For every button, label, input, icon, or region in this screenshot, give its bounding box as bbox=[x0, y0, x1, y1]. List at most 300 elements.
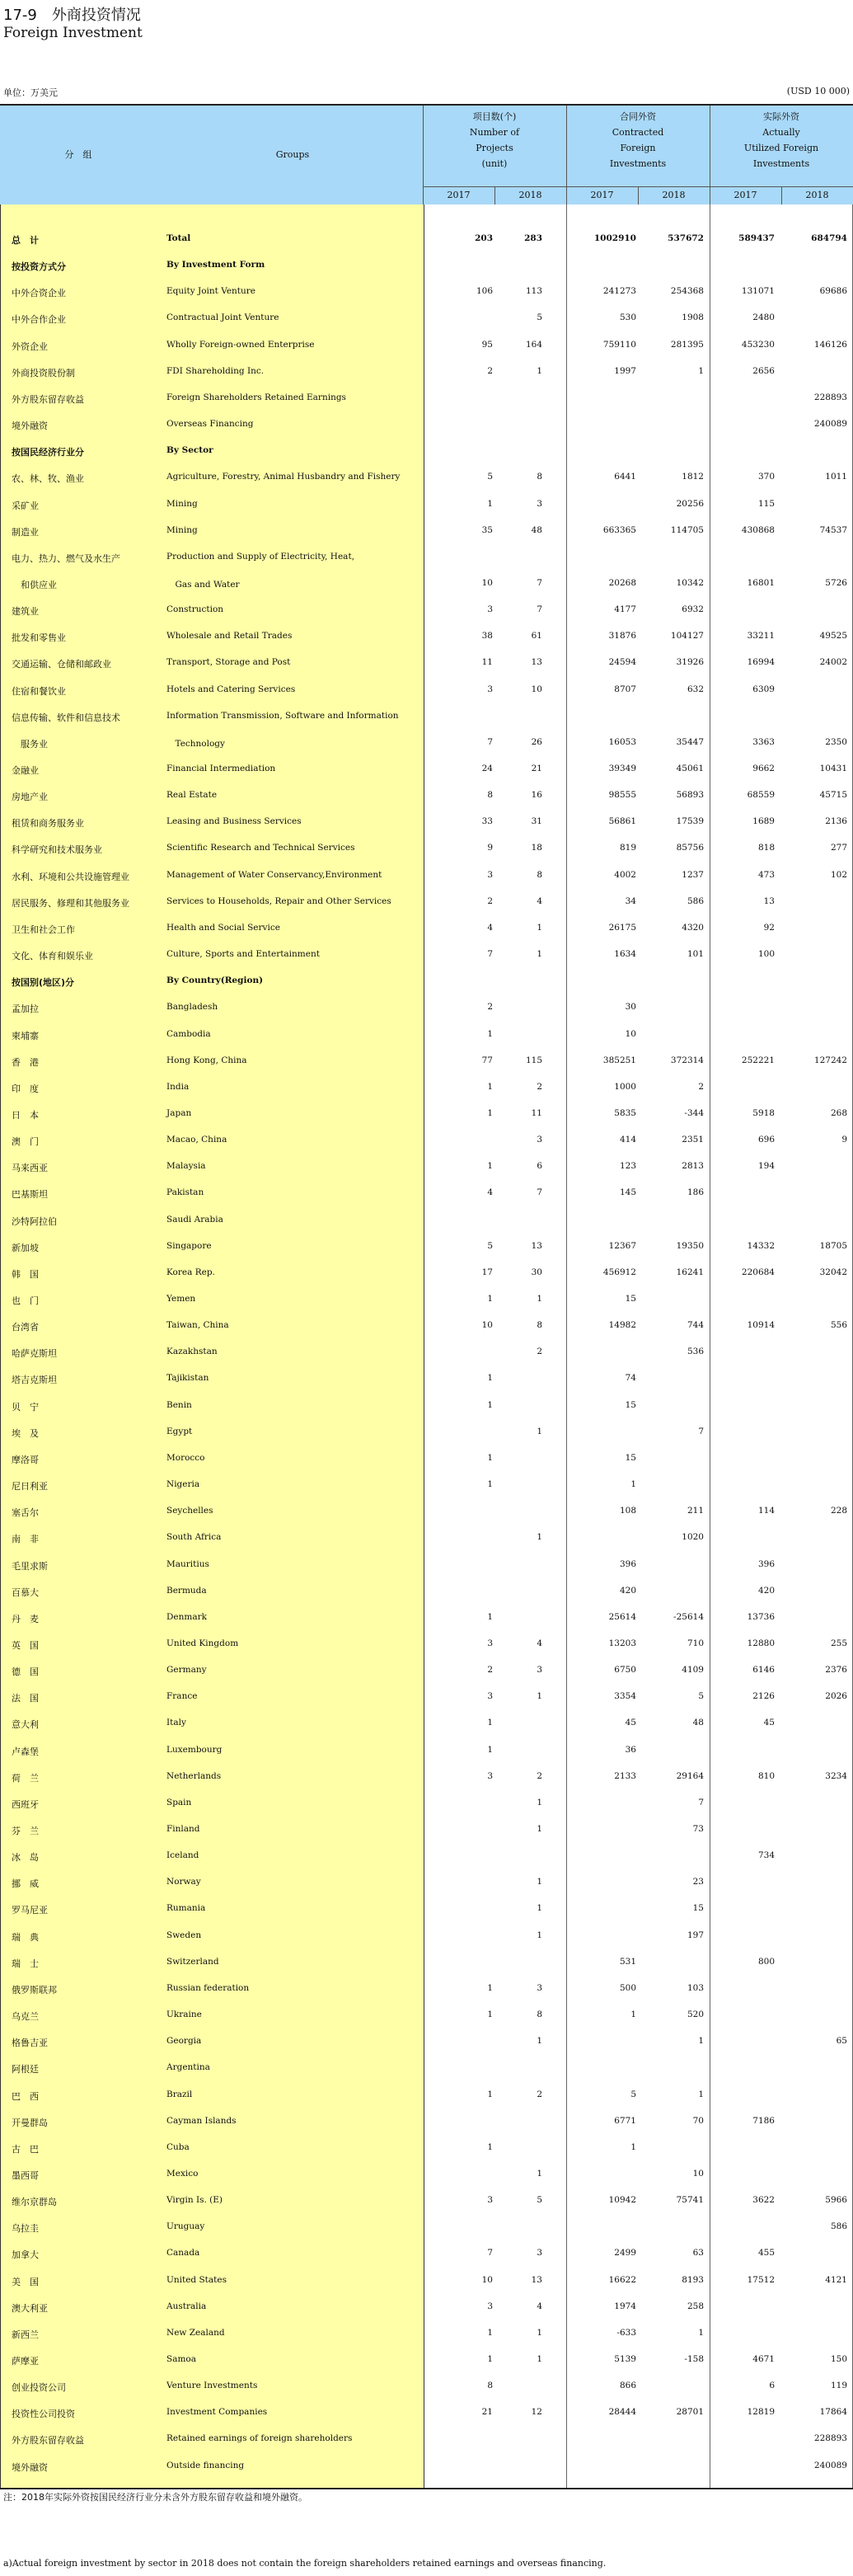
cell-value: 10 bbox=[481, 2274, 493, 2285]
row-label-en: Retained earnings of foreign shareholders bbox=[166, 2433, 353, 2444]
row-label-en: Investment Companies bbox=[166, 2407, 268, 2418]
cell-value: 12 bbox=[531, 2407, 542, 2418]
row-label-cn: 毛里求斯 bbox=[12, 1560, 48, 1572]
table-row bbox=[0, 1419, 853, 1445]
table-row bbox=[0, 411, 853, 438]
row-label-en: South Africa bbox=[166, 1532, 222, 1543]
header-contracted: 合同外资 Contracted Foreign Investments bbox=[609, 111, 667, 169]
cell-value: 9 bbox=[487, 843, 493, 853]
table-row bbox=[0, 863, 853, 889]
cell-value: 1 bbox=[487, 2354, 493, 2364]
cell-value: 29164 bbox=[676, 1770, 704, 1781]
table-row bbox=[0, 332, 853, 359]
cell-value: 414 bbox=[619, 1135, 636, 1145]
cell-value: 1 bbox=[487, 1479, 493, 1490]
row-label-cn: 境外融资 bbox=[12, 421, 48, 432]
table-row bbox=[0, 1552, 853, 1578]
row-label-cn: 芬 兰 bbox=[12, 1826, 39, 1836]
row-label-cn: 英 国 bbox=[12, 1639, 39, 1651]
header-groups-cn: 分 组 bbox=[64, 149, 92, 160]
cell-value: 3354 bbox=[614, 1691, 636, 1702]
table-row bbox=[0, 1843, 853, 1869]
table-row bbox=[0, 703, 853, 730]
row-label-cn: 乌拉圭 bbox=[12, 2223, 39, 2235]
cell-value: 5 bbox=[537, 2195, 542, 2206]
row-label-en: Culture, Sports and Entertainment bbox=[166, 949, 320, 960]
row-label-cn: 总 计 bbox=[12, 235, 39, 246]
row-label-cn: 埃 及 bbox=[12, 1427, 39, 1439]
cell-value: 759110 bbox=[602, 339, 636, 350]
row-label-en: Equity Joint Venture bbox=[166, 286, 256, 297]
cell-value: 3 bbox=[487, 684, 493, 694]
row-label-cn: 沙特阿拉伯 bbox=[12, 1215, 57, 1227]
table-row bbox=[0, 252, 853, 279]
row-label-en: India bbox=[166, 1081, 190, 1092]
cell-value: 240089 bbox=[813, 2460, 847, 2470]
row-label-en: Sweden bbox=[166, 1930, 202, 1940]
cell-value: 5139 bbox=[614, 2354, 636, 2364]
cell-value: 186 bbox=[687, 1187, 704, 1198]
row-label-cn: 外方股东留存收益 bbox=[12, 2435, 84, 2447]
row-label-en: Foreign Shareholders Retained Earnings bbox=[166, 392, 346, 402]
cell-value: 31 bbox=[531, 816, 542, 827]
row-label-cn: 挪 威 bbox=[12, 1878, 39, 1890]
row-label-en: Netherlands bbox=[166, 1770, 222, 1781]
cell-value: 1 bbox=[487, 2089, 493, 2099]
cell-value: 31926 bbox=[676, 657, 704, 668]
row-label-cn: 中外合资企业 bbox=[12, 288, 66, 299]
table-row bbox=[0, 2268, 853, 2294]
cell-value: 13 bbox=[531, 1240, 542, 1251]
cell-value: 2813 bbox=[682, 1161, 704, 1172]
row-label-en: Macao, China bbox=[166, 1135, 227, 1145]
row-label-cn: 瑞 典 bbox=[12, 1931, 39, 1943]
row-label-en: Leasing and Business Services bbox=[166, 816, 302, 827]
cell-value: 1237 bbox=[682, 869, 704, 880]
cell-value: 4 bbox=[537, 1638, 542, 1648]
cell-value: 5726 bbox=[825, 577, 847, 588]
cell-value: 23 bbox=[692, 1877, 704, 1887]
cell-value: 2 bbox=[487, 1002, 493, 1013]
table-row bbox=[0, 1657, 853, 1684]
row-label-en: Malaysia bbox=[166, 1161, 206, 1172]
cell-value: 16994 bbox=[747, 657, 775, 668]
cell-value: 1 bbox=[537, 949, 542, 960]
row-label-cn: 澳大利亚 bbox=[12, 2302, 48, 2314]
row-label-en: Financial Intermediation bbox=[166, 764, 276, 773]
cell-value: 1 bbox=[630, 1479, 636, 1490]
cell-value: 194 bbox=[757, 1161, 775, 1172]
table-row bbox=[0, 2373, 853, 2400]
row-label-en: Kazakhstan bbox=[166, 1347, 218, 1357]
table-row bbox=[0, 968, 853, 994]
row-label-cn: 台湾省 bbox=[12, 1322, 39, 1333]
cell-value: 131071 bbox=[741, 286, 775, 297]
cell-value: 49525 bbox=[819, 631, 847, 642]
cell-value: 3 bbox=[487, 1638, 493, 1648]
cell-value: 2136 bbox=[825, 816, 847, 827]
row-label-cn: 韩 国 bbox=[12, 1268, 39, 1280]
row-label-en: France bbox=[166, 1691, 198, 1702]
row-label-en: United States bbox=[166, 2274, 227, 2285]
cell-value: 48 bbox=[531, 524, 542, 535]
cell-value: 1 bbox=[537, 2354, 542, 2364]
cell-value: 17864 bbox=[819, 2407, 847, 2418]
row-label-cn: 德 国 bbox=[12, 1666, 39, 1678]
cell-value: 1 bbox=[537, 1294, 542, 1304]
cell-value: 3 bbox=[487, 1770, 493, 1781]
cell-value: 63 bbox=[692, 2248, 704, 2259]
header-year: 2018 bbox=[805, 190, 829, 200]
row-label-cn: 维尔京群岛 bbox=[12, 2197, 57, 2208]
table-row bbox=[0, 438, 853, 464]
table-row bbox=[0, 677, 853, 703]
cell-value: 4121 bbox=[825, 2274, 847, 2285]
cell-value: 1011 bbox=[825, 472, 847, 482]
cell-value: 10 bbox=[481, 1320, 493, 1331]
row-label-cn: 哈萨克斯坦 bbox=[12, 1348, 57, 1360]
table-row bbox=[0, 1578, 853, 1605]
row-label-en: Iceland bbox=[166, 1850, 199, 1861]
cell-value: 20268 bbox=[608, 577, 636, 588]
cell-value: 1 bbox=[537, 2168, 542, 2179]
cell-value: 2350 bbox=[825, 736, 847, 747]
cell-value: 45061 bbox=[676, 764, 704, 773]
table-row bbox=[0, 1631, 853, 1657]
table-row bbox=[0, 915, 853, 942]
cell-value: 252221 bbox=[741, 1055, 775, 1065]
table-row bbox=[0, 756, 853, 783]
row-label-en: Bermuda bbox=[166, 1585, 207, 1596]
cell-value: 6771 bbox=[614, 2115, 636, 2126]
unit-label-en: (USD 10 000) bbox=[786, 86, 850, 96]
cell-value: 6146 bbox=[752, 1665, 775, 1676]
table-row bbox=[0, 2028, 853, 2055]
cell-value: -633 bbox=[616, 2327, 636, 2338]
table-row bbox=[0, 2214, 853, 2240]
row-label-cn: 按国别(地区)分 bbox=[12, 977, 75, 989]
cell-value: 11 bbox=[481, 657, 493, 668]
cell-value: 1 bbox=[487, 1107, 493, 1118]
row-label-cn: 卫生和社会工作 bbox=[12, 924, 75, 935]
cell-value: 2 bbox=[537, 1081, 542, 1092]
row-label-en: Cambodia bbox=[166, 1028, 211, 1039]
cell-value: 684794 bbox=[811, 233, 847, 243]
row-label-en: Yemen bbox=[166, 1294, 196, 1304]
cell-value: 16241 bbox=[676, 1267, 704, 1277]
cell-value: 663365 bbox=[602, 524, 636, 535]
row-label-cn: 金融业 bbox=[12, 765, 39, 776]
row-label-en: Services to Households, Repair and Other Services bbox=[166, 895, 391, 906]
cell-value: 1002910 bbox=[593, 233, 636, 243]
row-label-cn: 印 度 bbox=[12, 1083, 39, 1094]
cell-value: 7 bbox=[537, 1187, 542, 1198]
cell-value: 127242 bbox=[813, 1055, 847, 1065]
cell-value: 1 bbox=[537, 1797, 542, 1807]
table-row bbox=[0, 889, 853, 915]
row-label-cn: 萨摩亚 bbox=[12, 2356, 39, 2367]
cell-value: 7186 bbox=[752, 2115, 775, 2126]
row-label-en: Production and Supply of Electricity, Heat, bbox=[166, 551, 354, 562]
table-header bbox=[0, 104, 853, 204]
cell-value: 10 bbox=[481, 577, 493, 588]
cell-value: 5 bbox=[698, 1691, 704, 1702]
cell-value: 3 bbox=[487, 2301, 493, 2311]
row-label-en: Norway bbox=[166, 1877, 201, 1887]
cell-value: 5966 bbox=[825, 2195, 847, 2206]
cell-value: 24002 bbox=[819, 657, 847, 668]
row-label-en: Information Transmission, Software and Information bbox=[166, 710, 399, 721]
table-row bbox=[0, 1048, 853, 1074]
row-label-en: Bangladesh bbox=[166, 1002, 218, 1013]
cell-value: 396 bbox=[619, 1558, 636, 1569]
cell-value: 17512 bbox=[747, 2274, 775, 2285]
cell-value: 45 bbox=[763, 1718, 775, 1728]
cell-value: 114 bbox=[757, 1506, 775, 1516]
row-label-cn: 投资性公司投资 bbox=[12, 2409, 75, 2420]
table-body bbox=[0, 204, 853, 2488]
cell-value: 819 bbox=[619, 843, 636, 853]
table-row bbox=[0, 730, 853, 756]
row-label-en: Gas and Water bbox=[166, 579, 240, 590]
cell-value: 1 bbox=[537, 922, 542, 933]
cell-value: 3622 bbox=[752, 2195, 775, 2206]
table-row bbox=[0, 279, 853, 305]
cell-value: 1908 bbox=[682, 313, 704, 323]
cell-value: 1020 bbox=[682, 1532, 704, 1543]
cell-value: 108 bbox=[619, 1506, 636, 1516]
row-label-en: Rumania bbox=[166, 1903, 206, 1914]
row-label-cn: 卢森堡 bbox=[12, 1746, 39, 1757]
cell-value: 385251 bbox=[602, 1055, 636, 1065]
table-row bbox=[0, 1445, 853, 1472]
table-row bbox=[0, 2240, 853, 2267]
table-row bbox=[0, 2188, 853, 2214]
table-row bbox=[0, 1525, 853, 1551]
footnote-cn: 注：2018年实际外资按国民经济行业分未含外方股东留存收益和境外融资。 bbox=[3, 2492, 307, 2503]
row-label-en: Russian federation bbox=[166, 1982, 250, 1993]
table-row bbox=[0, 518, 853, 544]
cell-value: 14332 bbox=[747, 1240, 775, 1251]
row-label-en: Overseas Financing bbox=[166, 419, 254, 430]
cell-value: 33 bbox=[481, 816, 493, 827]
row-label-en: Brazil bbox=[166, 2089, 193, 2099]
cell-value: 146126 bbox=[813, 339, 847, 350]
row-label-en: Scientific Research and Technical Services bbox=[166, 843, 355, 853]
cell-value: 530 bbox=[619, 313, 636, 323]
cell-value: 2351 bbox=[682, 1135, 704, 1145]
unit-label-cn: 单位：万美元 bbox=[3, 87, 58, 98]
cell-value: 536 bbox=[687, 1347, 704, 1357]
row-label-en: Denmark bbox=[166, 1611, 207, 1622]
cell-value: 20256 bbox=[676, 498, 704, 509]
row-label-en: Uruguay bbox=[166, 2221, 205, 2232]
cell-value: 2133 bbox=[614, 1770, 636, 1781]
cell-value: 9662 bbox=[752, 764, 775, 773]
row-label-en: Ukraine bbox=[166, 2010, 202, 2020]
row-label-cn: 南 非 bbox=[12, 1534, 39, 1545]
header-year: 2017 bbox=[733, 190, 757, 200]
table-row bbox=[0, 2453, 853, 2480]
header-year: 2018 bbox=[662, 190, 686, 200]
cell-value: 164 bbox=[525, 339, 542, 350]
cell-value: 4 bbox=[537, 895, 542, 906]
row-label-cn: 孟加拉 bbox=[12, 1004, 39, 1015]
cell-value: 10342 bbox=[676, 577, 704, 588]
row-label-en: Egypt bbox=[166, 1426, 193, 1436]
row-label-cn: 新西兰 bbox=[12, 2329, 39, 2340]
cell-value: 21 bbox=[531, 764, 542, 773]
cell-value: 101 bbox=[687, 949, 704, 960]
cell-value: 15 bbox=[625, 1399, 636, 1410]
row-label-en: Total bbox=[166, 233, 191, 243]
cell-value: 3 bbox=[487, 869, 493, 880]
cell-value: 2 bbox=[487, 1665, 493, 1676]
row-label-cn: 法 国 bbox=[12, 1693, 39, 1704]
row-label-en: Cayman Islands bbox=[166, 2115, 237, 2126]
cell-value: 10 bbox=[692, 2168, 704, 2179]
cell-value: 3363 bbox=[752, 736, 775, 747]
cell-value: 810 bbox=[757, 1770, 775, 1781]
cell-value: 8 bbox=[487, 2381, 493, 2391]
row-label-en: Japan bbox=[166, 1107, 192, 1118]
cell-value: 95 bbox=[481, 339, 493, 350]
row-label-en: Germany bbox=[166, 1665, 207, 1676]
cell-value: 228893 bbox=[813, 2433, 847, 2444]
table-row bbox=[0, 1234, 853, 1260]
cell-value: 39349 bbox=[608, 764, 636, 773]
row-label-cn: 制造业 bbox=[12, 526, 39, 538]
row-label-en: Switzerland bbox=[166, 1956, 219, 1967]
cell-value: 1 bbox=[537, 1824, 542, 1834]
row-label-cn: 格鲁吉亚 bbox=[12, 2038, 48, 2049]
cell-value: 2480 bbox=[752, 313, 775, 323]
cell-value: 3 bbox=[537, 1665, 542, 1676]
cell-value: 4109 bbox=[682, 1665, 704, 1676]
row-label-en: Agriculture, Forestry, Animal Husbandry and Fishery bbox=[166, 472, 401, 482]
row-label-en: Venture Investments bbox=[166, 2381, 258, 2391]
row-label-cn: 文化、体育和娱乐业 bbox=[12, 951, 93, 962]
cell-value: 396 bbox=[757, 1558, 775, 1569]
cell-value: 696 bbox=[757, 1135, 775, 1145]
row-label-cn: 采矿业 bbox=[12, 500, 39, 511]
cell-value: 7 bbox=[698, 1426, 704, 1436]
row-label-cn: 意大利 bbox=[12, 1719, 39, 1731]
cell-value: 1 bbox=[630, 2141, 636, 2152]
row-label-cn: 外方股东留存收益 bbox=[12, 393, 84, 405]
cell-value: 372314 bbox=[670, 1055, 704, 1065]
cell-value: 45715 bbox=[819, 790, 847, 801]
cell-value: 258 bbox=[687, 2301, 704, 2311]
cell-value: 13736 bbox=[747, 1611, 775, 1622]
header-groups-en: Groups bbox=[275, 149, 310, 160]
header-projects: 项目数(个) Number of Projects (unit) bbox=[469, 111, 520, 169]
cell-value: 3 bbox=[537, 1982, 542, 1993]
cell-value: 818 bbox=[757, 843, 775, 853]
cell-value: 4 bbox=[487, 1187, 493, 1198]
cell-value: 16053 bbox=[608, 736, 636, 747]
cell-value: 4 bbox=[487, 922, 493, 933]
cell-value: 420 bbox=[757, 1585, 775, 1596]
cell-value: 10942 bbox=[608, 2195, 636, 2206]
row-label-cn: 阿根廷 bbox=[12, 2064, 39, 2075]
cell-value: 115 bbox=[525, 1055, 542, 1065]
cell-value: 1974 bbox=[614, 2301, 636, 2311]
cell-value: 26 bbox=[531, 736, 542, 747]
row-label-cn: 水利、环境和公共设施管理业 bbox=[12, 871, 129, 882]
cell-value: 1 bbox=[537, 2036, 542, 2047]
cell-value: 4671 bbox=[752, 2354, 775, 2364]
table-row bbox=[0, 2082, 853, 2108]
cell-value: 4320 bbox=[682, 922, 704, 933]
table-row bbox=[0, 1074, 853, 1101]
table-row bbox=[0, 1605, 853, 1631]
header-actual: 实际外资 Actually Utilized Foreign Investments bbox=[743, 111, 819, 169]
cell-value: 5918 bbox=[752, 1107, 775, 1118]
table-row bbox=[0, 571, 853, 597]
row-label-cn: 新加坡 bbox=[12, 1242, 39, 1253]
row-label-en: Tajikistan bbox=[166, 1373, 209, 1384]
cell-value: 1 bbox=[487, 1294, 493, 1304]
cell-value: 241273 bbox=[602, 286, 636, 297]
cell-value: 197 bbox=[687, 1930, 704, 1940]
cell-value: -344 bbox=[684, 1107, 704, 1118]
table-row bbox=[0, 1790, 853, 1817]
cell-value: 1 bbox=[487, 1718, 493, 1728]
cell-value: 15 bbox=[692, 1903, 704, 1914]
table-row bbox=[0, 1207, 853, 1234]
row-label-en: Mining bbox=[166, 524, 198, 535]
row-label-en: Saudi Arabia bbox=[166, 1214, 223, 1225]
cell-value: 13 bbox=[531, 2274, 542, 2285]
cell-value: 1 bbox=[537, 1903, 542, 1914]
cell-value: 114705 bbox=[670, 524, 704, 535]
cell-value: 6441 bbox=[614, 472, 636, 482]
cell-value: 12367 bbox=[608, 1240, 636, 1251]
cell-value: 3 bbox=[537, 1135, 542, 1145]
cell-value: 1 bbox=[630, 2010, 636, 2020]
cell-value: 268 bbox=[830, 1107, 847, 1118]
cell-value: 240089 bbox=[813, 419, 847, 430]
cell-value: 104127 bbox=[670, 631, 704, 642]
cell-value: 106 bbox=[476, 286, 493, 297]
cell-value: 2126 bbox=[752, 1691, 775, 1702]
row-label-cn: 西班牙 bbox=[12, 1798, 39, 1810]
row-label-en: Australia bbox=[166, 2301, 207, 2311]
cell-value: 3234 bbox=[825, 1770, 847, 1781]
cell-value: 1 bbox=[698, 365, 704, 376]
table-row bbox=[0, 1180, 853, 1206]
row-label-cn: 百慕大 bbox=[12, 1586, 39, 1598]
cell-value: 61 bbox=[531, 631, 542, 642]
row-label-cn: 按国民经济行业分 bbox=[12, 447, 84, 458]
cell-value: 1 bbox=[537, 1532, 542, 1543]
cell-value: 17539 bbox=[676, 816, 704, 827]
cell-value: 15 bbox=[625, 1294, 636, 1304]
cell-value: 45 bbox=[625, 1718, 636, 1728]
table-row bbox=[0, 2161, 853, 2188]
cell-value: 1 bbox=[537, 2327, 542, 2338]
row-label-en: Argentina bbox=[166, 2062, 210, 2073]
row-label-en: Mining bbox=[166, 498, 198, 509]
row-label-en: Cuba bbox=[166, 2141, 190, 2152]
table-row bbox=[0, 1684, 853, 1710]
cell-value: 12819 bbox=[747, 2407, 775, 2418]
table-title-cn: 17-9 外商投资情况 bbox=[3, 7, 141, 24]
table-row bbox=[0, 1923, 853, 1949]
row-label-cn: 建筑业 bbox=[12, 606, 39, 618]
cell-value: 5 bbox=[630, 2089, 636, 2099]
